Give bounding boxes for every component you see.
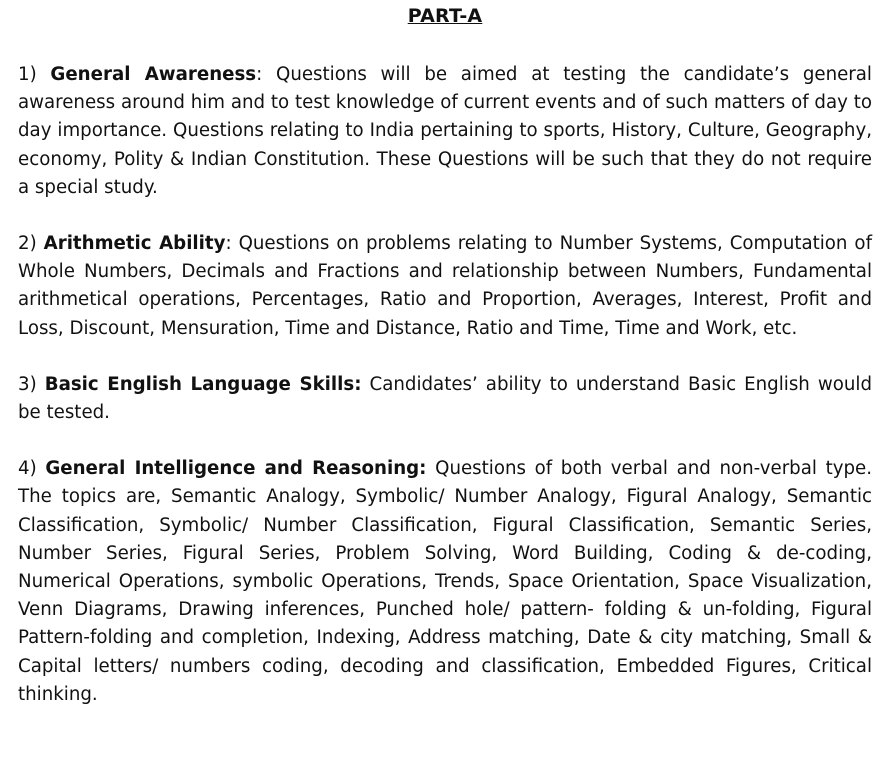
- item-separator: :: [256, 64, 276, 85]
- item-text: Questions on problems relating to Number Systems, Computation of Whole Numbers, Decimals and Fractions and relationship between Numbers, Fundamental arithmetical operations, Percentages, Ratio and Proportion, Averages, Interest, Profit and Loss, Discount, Mensuration, Time and Distance, Ratio and Time, Time and Work, etc.: [18, 233, 872, 339]
- syllabus-item-general-awareness: [18, 61, 872, 202]
- item-separator: :: [225, 233, 239, 255]
- syllabus-item-arithmetic-ability: [18, 230, 872, 343]
- item-number: 1): [18, 64, 37, 85]
- item-text: Questions will be aimed at testing the candidate’s general awareness around him and to test knowledge of current events and of such matters of day to day importance. Questions relating to India pertaining to sports, History, Culture, Geography, economy, Polity & Indian Constitution. These Questions will be such that they do not require a special study.: [18, 64, 872, 198]
- item-text: Questions of both verbal and non-verbal type. The topics are, Semantic Analogy, Symbolic/ Number Analogy, Figural Analogy, Semantic Classification, Symbolic/ Number Classification, Figural Classification, Semantic Series, Number Series, Figural Series, Problem Solving, Word Building, Coding & de-coding, Numerical Operations, symbolic Operations, Trends, Space Orientation, Space Visualization, Venn Diagrams, Drawing inferences, Punched hole/ pattern- folding & un-folding, Figural Pattern-folding and completion, Indexing, Address matching, Date & city matching, Small & Capital letters/ numbers coding, decoding and classification, Embedded Figures, Critical thinking.: [18, 458, 872, 705]
- item-separator: [361, 374, 369, 395]
- item-title: General Intelligence and Reasoning:: [45, 458, 427, 480]
- item-number: 2): [18, 233, 37, 255]
- item-title: Basic English Language Skills:: [44, 373, 362, 395]
- item-separator: [426, 458, 435, 479]
- document-page: [18, 0, 872, 709]
- syllabus-item-basic-english: [18, 371, 872, 427]
- item-number: 3): [18, 373, 37, 395]
- syllabus-item-general-intelligence: [18, 455, 872, 709]
- item-text: Candidates’ ability to understand Basic English would be tested.: [18, 373, 872, 424]
- item-title: General Awareness: [50, 64, 257, 85]
- item-title: Arithmetic Ability: [43, 233, 226, 255]
- section-heading: PART-A: [407, 5, 483, 27]
- item-number: 4): [18, 458, 37, 480]
